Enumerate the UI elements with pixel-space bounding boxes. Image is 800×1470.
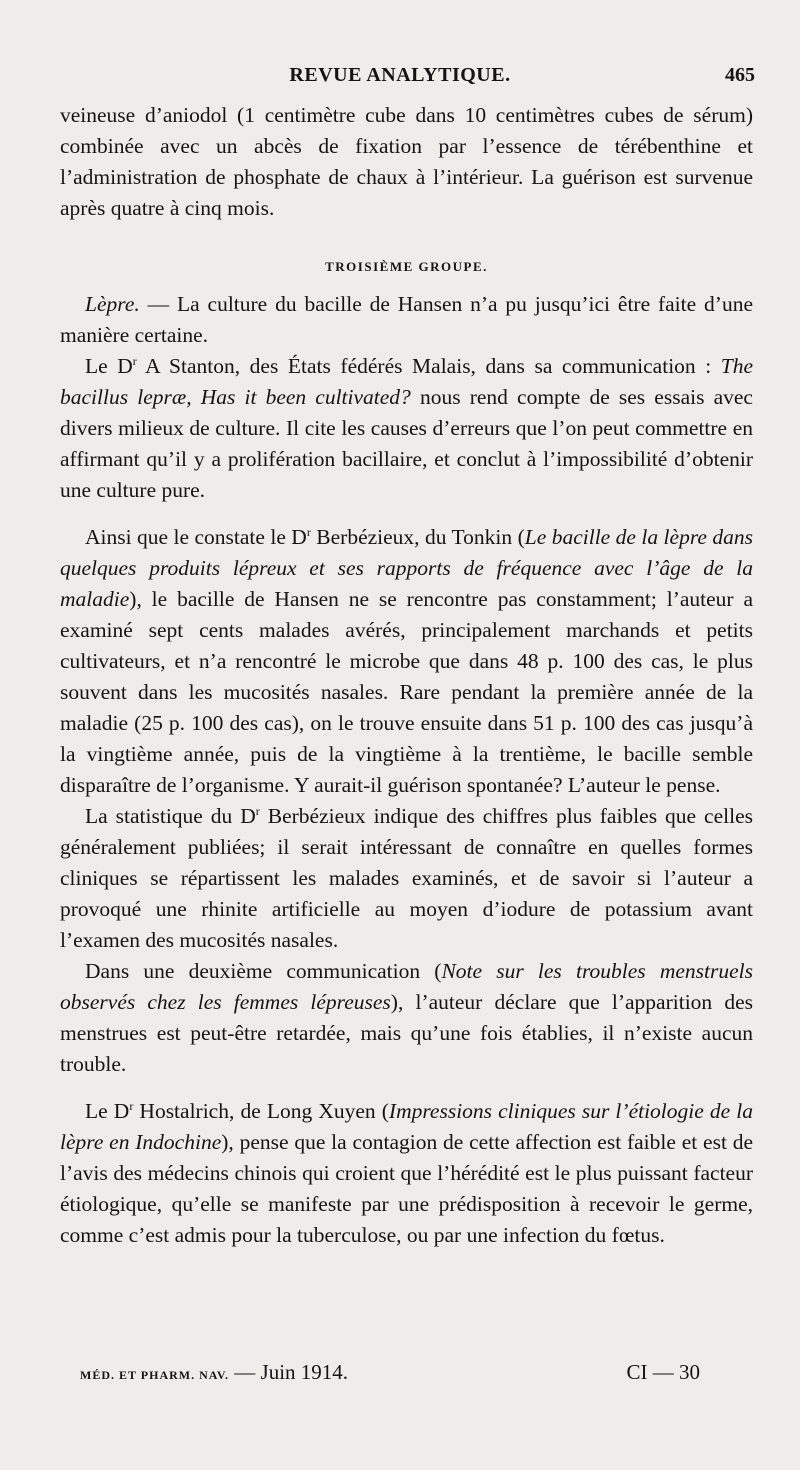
article-body [60, 100, 753, 1251]
paragraph-hostalrich [60, 1096, 753, 1251]
text-run: Berbézieux indique des chiffres plus faibles que celles généralement publiées; il serait intéressant de connaître en quelles formes cliniques se répartissent les malades examinés, et de savoir si l’auteur a provoqué une rhinite artificielle au moyen d’iodure de potassium avant l’examen des mucosités nasales. [60, 804, 753, 952]
superscript: r [306, 524, 311, 539]
text-run: Le D [85, 1099, 130, 1123]
text-run: A Stanton, des États fédérés Malais, dans sa communication : [136, 354, 721, 378]
paragraph-gap [60, 1080, 753, 1096]
section-title: TROISIÈME GROUPE. [325, 259, 488, 274]
journal-name: MÉD. ET PHARM. NAV. [80, 1368, 230, 1382]
page-number: 465 [725, 64, 755, 86]
paragraph-lepre [60, 289, 753, 351]
paragraph-text: — La culture du bacille de Hansen n’a pu jusqu’ici être faite d’une manière certaine. [60, 292, 753, 347]
paragraph-stanton [60, 351, 753, 506]
issue-date: — Juin 1914. [229, 1360, 349, 1384]
text-run: ), pense que la contagion de cette affection est faible et est de l’avis des médecins chinois qui croient que l’hérédité est le plus puissant facteur étiologique, qu’elle se manifeste par une prédisposition à recevoir le germe, comme c’est admis pour la tuberculose, ou par une infection du fœtus. [60, 1130, 754, 1247]
text-run: ), le bacille de Hansen ne se rencontre pas constamment; l’auteur a examiné sept cents malades avérés, principalement marchands et petits cultivateurs, et n’a rencontré le microbe que dans 48 p. 100 des cas, le plus souvent dans les mucosités nasales. Rare pendant la première année de la maladie (25 p. 100 des cas), on le trouve ensuite dans 51 p. 100 des cas jusqu’à la vingtième année, puis de la vingtième à la trentième, le bacille semble disparaître de l’organisme. Y aurait-il guérison spontanée? L’auteur le pense. [60, 587, 753, 797]
superscript: r [132, 353, 137, 368]
text-run: Berbézieux, du Tonkin ( [310, 525, 525, 549]
text-run: Dans une deuxième communication ( [85, 959, 442, 983]
paragraph-gap [60, 506, 753, 522]
paragraph-berbezieux [60, 522, 753, 801]
text-run: ), l’auteur déclare que l’apparition des menstrues est peut-être retardée, mais qu’une fois établies, il n’existe aucun trouble. [60, 990, 753, 1076]
signature-mark: CI — 30 [626, 1360, 700, 1384]
running-title: REVUE ANALYTIQUE. [289, 64, 511, 86]
cited-title: Impressions cliniques sur l’étiologie de la lèpre en Indochine [60, 1099, 754, 1154]
text-run: nous rend compte de ses essais avec divers milieux de culture. Il cite les causes d’erreurs que l’on peut commettre en affirmant qu’il y a prolifération bacillaire, et conclut à l’impossibilité d’obtenir une culture pure. [60, 385, 753, 502]
superscript: r [255, 803, 260, 818]
paragraph-continuation: veineuse d’aniodol (1 centimètre cube dans 10 centimètres cubes de sérum) combinée avec un abcès de fixation par l’essence de térébenthine et l’administration de phosphate de chaux à l’intérieur. La guérison est survenue après quatre à cinq mois. [60, 103, 753, 220]
text-run: La statistique du D [85, 804, 256, 828]
cited-title: Le bacille de la lèpre dans quelques produits lépreux et ses rapports de fréquence avec l’âge de la maladie [60, 525, 753, 611]
cited-title: The bacillus lepræ, Has it been cultivated? [60, 354, 753, 409]
text-run: Ainsi que le constate le D [85, 525, 307, 549]
paragraph-lead: Lèpre. [85, 292, 140, 316]
text-run: Le D [85, 354, 133, 378]
cited-title: Note sur les troubles menstruels observés chez les femmes lépreuses [60, 959, 753, 1014]
superscript: r [129, 1098, 134, 1113]
footer-journal-line [80, 1360, 348, 1385]
text-run: Hostalrich, de Long Xuyen ( [133, 1099, 389, 1123]
paragraph-statistique [60, 801, 753, 956]
paragraph-menstrues [60, 956, 753, 1080]
